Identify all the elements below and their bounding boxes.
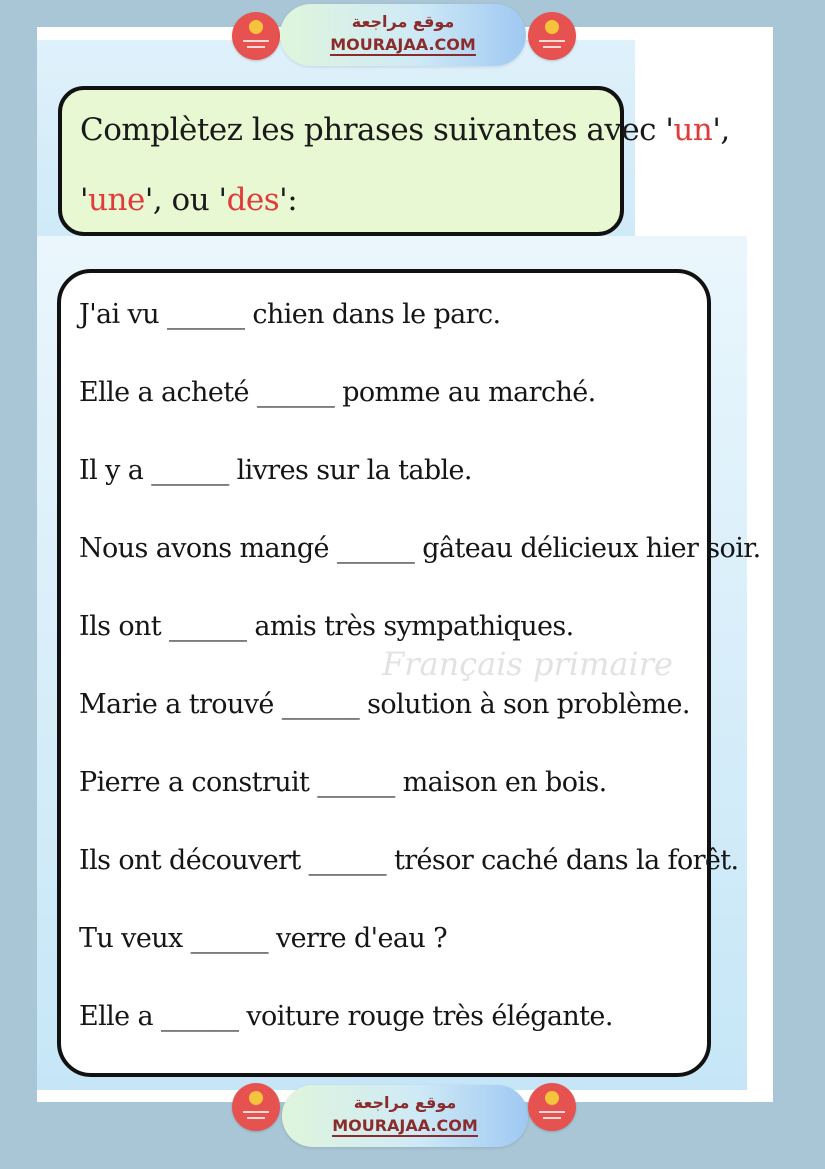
instruction-box — [58, 86, 730, 236]
exercise-sentence: Ils ont découvert ______ trésor caché dans la forêt. — [79, 845, 739, 876]
exercise-sentence: Marie a trouvé ______ solution à son problème. — [79, 689, 690, 720]
header-banner[interactable] — [280, 4, 526, 66]
exercise-sentence: Tu veux ______ verre d'eau ? — [79, 923, 448, 954]
exercise-sentence: Elle a ______ voiture rouge très élégante. — [79, 1001, 613, 1032]
logo-badge-icon — [528, 12, 576, 60]
exercise-sentence: Pierre a construit ______ maison en bois. — [79, 767, 607, 798]
logo-badge-icon — [232, 12, 280, 60]
article-une: une — [88, 182, 145, 218]
instruction-line-1: Complètez les phrases suivantes avec 'un', — [80, 112, 730, 148]
header-arabic-title: موقع مراجعة — [351, 12, 455, 31]
logo-badge-icon — [232, 1083, 280, 1131]
logo-badge-icon — [528, 1083, 576, 1131]
article-un: un — [673, 112, 713, 148]
footer-site-link[interactable]: MOURAJAA.COM — [332, 1116, 478, 1135]
instruction-line-2: 'une', ou 'des': — [80, 182, 298, 218]
header-site-link[interactable]: MOURAJAA.COM — [330, 35, 476, 54]
exercise-sentence: Nous avons mangé ______ gâteau délicieux hier soir. — [79, 533, 761, 564]
exercise-sentence: Ils ont ______ amis très sympathiques. — [79, 611, 574, 642]
footer-banner[interactable] — [282, 1085, 528, 1147]
footer-arabic-title: موقع مراجعة — [353, 1093, 457, 1112]
watermark-text: Français primaire — [382, 645, 673, 683]
exercise-sentence: Il y a ______ livres sur la table. — [79, 455, 472, 486]
article-des: des — [226, 182, 280, 218]
exercise-sentence: Elle a acheté ______ pomme au marché. — [79, 377, 596, 408]
exercise-sentence: J'ai vu ______ chien dans le parc. — [79, 299, 501, 330]
